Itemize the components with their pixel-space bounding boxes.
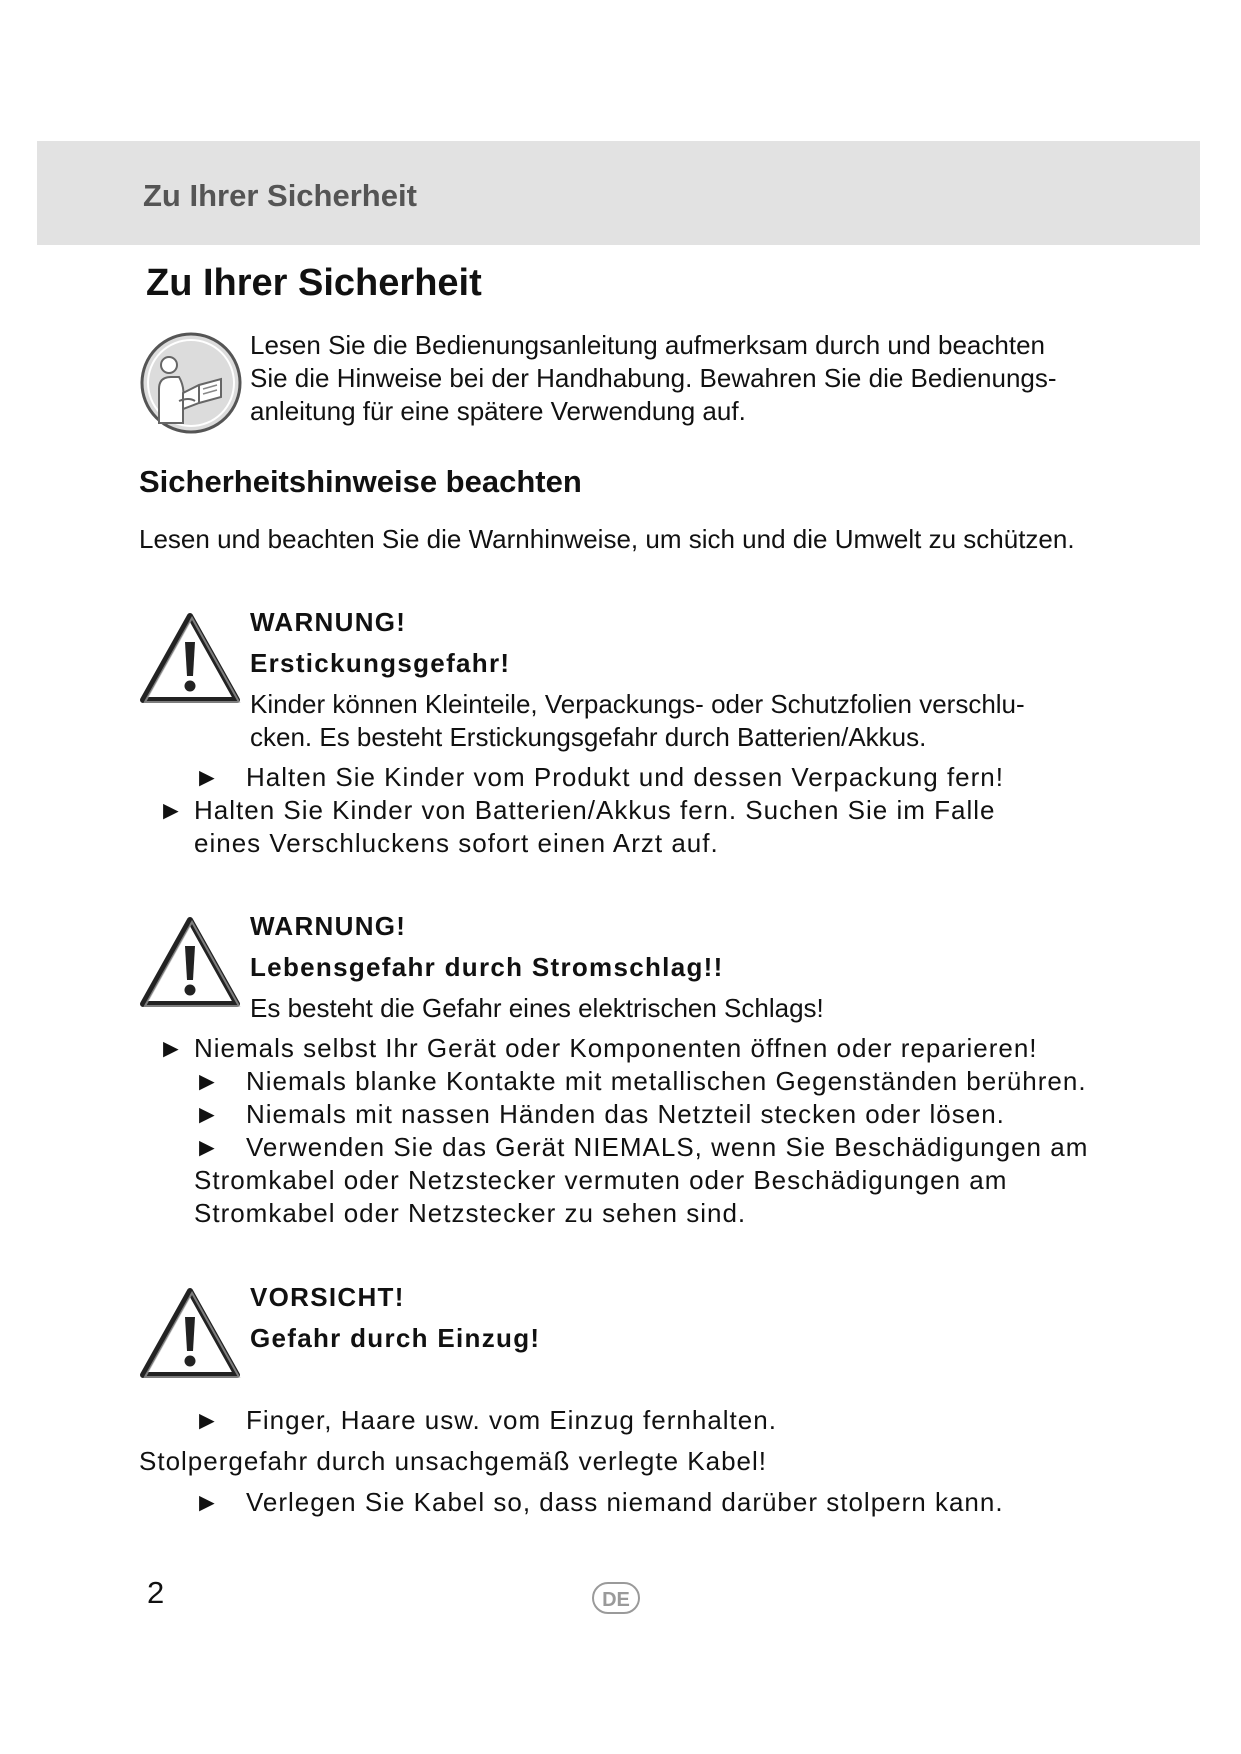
warning-desc: cken. Es besteht Erstickungsgefahr durch Batterien/Akkus. xyxy=(250,722,927,752)
bullet-arrow-icon: ► xyxy=(194,1132,221,1162)
warning-title: Gefahr durch Einzug! xyxy=(250,1323,541,1353)
bullet-item: ► Halten Sie Kinder vom Produkt und dessen Verpackung fern! xyxy=(194,762,1004,792)
warning-level: WARNUNG! xyxy=(250,911,407,941)
extra-heading: Stolpergefahr durch unsachgemäß verlegte Kabel! xyxy=(139,1446,768,1476)
bullet-arrow-icon: ► xyxy=(158,1033,185,1063)
bullet-arrow-icon: ► xyxy=(194,1405,221,1435)
warning-desc: Es besteht die Gefahr eines elektrischen Schlags! xyxy=(250,993,824,1023)
bullet-item: ► Verlegen Sie Kabel so, dass niemand darüber stolpern kann. xyxy=(194,1487,1004,1517)
bullet-arrow-icon: ► xyxy=(158,795,185,825)
warning-triangle-icon xyxy=(139,1287,241,1379)
bullet-arrow-icon: ► xyxy=(194,1487,221,1517)
bullet-continuation: Stromkabel oder Netzstecker zu sehen sind. xyxy=(194,1198,747,1228)
bullet-item: ► Halten Sie Kinder von Batterien/Akkus fern. Suchen Sie im Falle xyxy=(158,795,996,825)
page-title: Zu Ihrer Sicherheit xyxy=(146,262,482,304)
warning-triangle-icon xyxy=(139,916,241,1008)
intro-line: Lesen Sie die Bedienungsanleitung aufmerksam durch und beachten xyxy=(250,330,1045,360)
bullet-item: ► Niemals blanke Kontakte mit metallischen Gegenständen berühren. xyxy=(194,1066,1087,1096)
header-title: Zu Ihrer Sicherheit xyxy=(143,178,417,213)
bullet-item: ► Niemals selbst Ihr Gerät oder Komponenten öffnen oder reparieren! xyxy=(158,1033,1038,1063)
bullet-continuation: eines Verschluckens sofort einen Arzt auf. xyxy=(194,828,719,858)
read-manual-icon xyxy=(139,331,243,435)
intro-line: anleitung für eine spätere Verwendung auf. xyxy=(250,396,746,426)
warning-title: Erstickungsgefahr! xyxy=(250,648,511,678)
warning-title: Lebensgefahr durch Stromschlag!! xyxy=(250,952,724,982)
bullet-arrow-icon: ► xyxy=(194,762,221,792)
warning-level: WARNUNG! xyxy=(250,607,407,637)
bullet-arrow-icon: ► xyxy=(194,1099,221,1129)
bullet-item: ► Niemals mit nassen Händen das Netzteil stecken oder lösen. xyxy=(194,1099,1005,1129)
page-number: 2 xyxy=(147,1575,165,1610)
bullet-arrow-icon: ► xyxy=(194,1066,221,1096)
warning-level: VORSICHT! xyxy=(250,1282,405,1312)
warning-desc: Kinder können Kleinteile, Verpackungs- oder Schutzfolien verschlu- xyxy=(250,689,1025,719)
intro-line: Sie die Hinweise bei der Handhabung. Bewahren Sie die Bedienungs- xyxy=(250,363,1057,393)
bullet-item: ► Verwenden Sie das Gerät NIEMALS, wenn Sie Beschädigungen am xyxy=(194,1132,1089,1162)
bullet-continuation: Stromkabel oder Netzstecker vermuten oder Beschädigungen am xyxy=(194,1165,1008,1195)
warning-triangle-icon xyxy=(139,612,241,704)
section-lead: Lesen und beachten Sie die Warnhinweise, um sich und die Umwelt zu schützen. xyxy=(139,524,1075,554)
bullet-item: ► Finger, Haare usw. vom Einzug fernhalten. xyxy=(194,1405,777,1435)
section-title: Sicherheitshinweise beachten xyxy=(139,464,582,499)
language-badge: DE xyxy=(592,1582,640,1614)
